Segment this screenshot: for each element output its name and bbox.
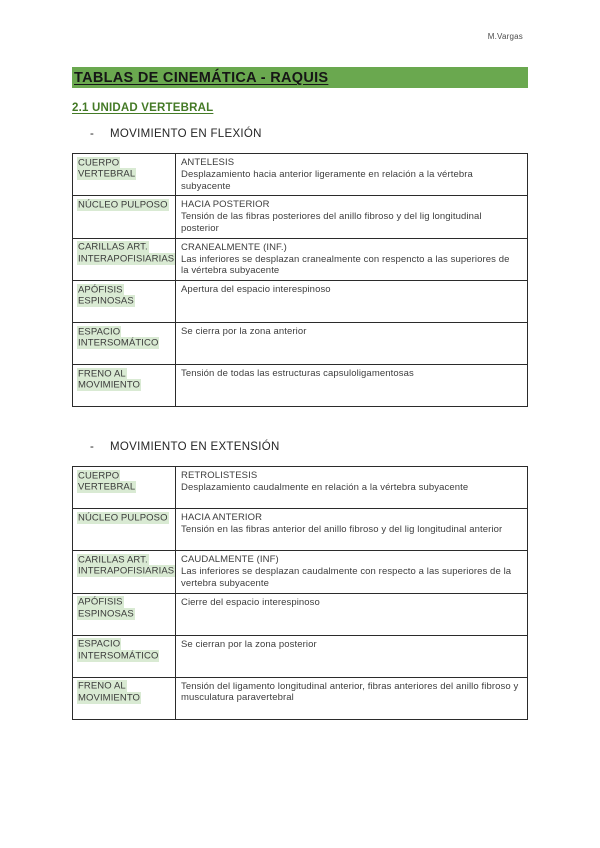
row-label-text: NÚCLEO PULPOSO [78,199,168,211]
author-name: M.Vargas [487,32,523,41]
row-label-cell [73,593,176,635]
row-label-text: CARILLAS ART. [78,554,148,566]
row-label-text: VERTEBRAL [78,168,136,180]
row-label-text: INTERAPOFISIARIAS [78,565,175,577]
document-title: TABLAS DE CINEMÁTICA - RAQUIS [74,70,329,86]
description-text: Se cierran por la zona posterior [181,638,317,650]
row-content-cell [176,154,528,196]
row-label-text: ESPACIO [78,326,121,338]
row-label-text: VERTEBRAL [78,481,136,493]
row-content-cell [176,509,528,551]
row-label-cell [73,635,176,677]
extension-heading-line [72,440,528,454]
row-label-text: MOVIMIENTO [78,692,141,704]
row-label-text: MOVIMIENTO [78,379,141,391]
movement-heading-extension: MOVIMIENTO EN EXTENSIÓN [110,441,280,454]
description-text: Desplazamiento hacia anterior ligeramente en relación a la vértebra subyacente [181,168,473,192]
description-text: Desplazamiento caudalmente en relación a la vértebra subyacente [181,481,469,493]
description-text: Cierre del espacio interespinoso [181,596,320,608]
term-text: HACIA POSTERIOR [181,199,270,211]
table-row [73,593,528,635]
description-text: Tensión de todas las estructuras capsuloligamentosas [181,368,414,380]
row-content-cell [176,677,528,719]
term-text: RETROLISTESIS [181,470,258,482]
row-content-cell [176,281,528,323]
row-content-cell [176,593,528,635]
term-text: HACIA ANTERIOR [181,512,263,524]
bullet-dash: - [90,441,95,454]
row-label-text: INTERSOMÁTICO [78,337,159,349]
table-row [73,196,528,238]
row-label-cell [73,365,176,407]
description-text: Tensión del ligamento longitudinal anterior, fibras anteriores del anillo fibroso y musculatura paravertebral [181,680,519,704]
table-row [73,635,528,677]
row-label-text: CARILLAS ART. [78,241,148,253]
row-label-cell [73,509,176,551]
extension-table [72,466,528,719]
description-text: Las inferiores se desplazan cranealmente con respencto a las superiores de la vértebra subyacente [181,253,510,277]
row-label-cell [73,677,176,719]
row-label-text: APÓFISIS [78,596,123,608]
description-text: Apertura del espacio interespinoso [181,284,331,296]
description-text: Tensión de las fibras posteriores del anillo fibroso y del lig longitudinal posterior [181,211,482,234]
row-content-cell [176,467,528,509]
row-label-cell [73,323,176,365]
row-label-text: APÓFISIS [78,284,123,296]
row-content-cell [176,365,528,407]
row-label-cell [73,467,176,509]
table-row [73,365,528,407]
table-row [73,467,528,509]
table-row [73,238,528,280]
row-label-cell [73,281,176,323]
row-label-text: ESPINOSAS [78,608,134,620]
description-text: Se cierra por la zona anterior [181,326,307,338]
term-text: ANTELESIS [181,157,235,168]
term-text: CRANEALMENTE (INF.) [181,241,287,253]
row-content-cell [176,323,528,365]
table-row [73,323,528,365]
row-label-text: INTERSOMÁTICO [78,650,159,662]
row-label-text: ESPINOSAS [78,295,134,307]
table-row [73,154,528,196]
row-content-cell [176,196,528,238]
movement-heading-flexion: MOVIMIENTO EN FLEXIÓN [110,128,262,140]
description-text: Las inferiores se desplazan caudalmente con respecto a las superiores de la vertebra subyacente [181,565,512,589]
title-highlight-bar [72,67,528,88]
flexion-heading-line [72,127,528,141]
row-content-cell [176,238,528,280]
flexion-table [72,153,528,407]
row-label-cell [73,196,176,238]
row-content-cell [176,551,528,593]
row-label-text: FRENO AL [78,680,126,692]
term-text: CAUDALMENTE (INF) [181,554,279,566]
table-row [73,281,528,323]
section-heading: 2.1 UNIDAD VERTEBRAL [72,102,214,114]
table-row [73,509,528,551]
bullet-dash: - [90,128,95,140]
row-label-text: FRENO AL [78,368,126,380]
description-text: Tensión en las fibras anterior del anillo fibroso y del lig longitudinal anterior [181,523,503,535]
row-label-cell [73,551,176,593]
row-label-cell [73,238,176,280]
row-content-cell [176,635,528,677]
row-label-text: NÚCLEO PULPOSO [78,512,168,524]
table-row [73,551,528,593]
row-label-text: INTERAPOFISIARIAS [78,253,175,265]
row-label-text: ESPACIO [78,638,121,650]
row-label-text: CUERPO [78,470,120,482]
row-label-cell [73,154,176,196]
row-label-text: CUERPO [78,157,120,168]
table-row [73,677,528,719]
